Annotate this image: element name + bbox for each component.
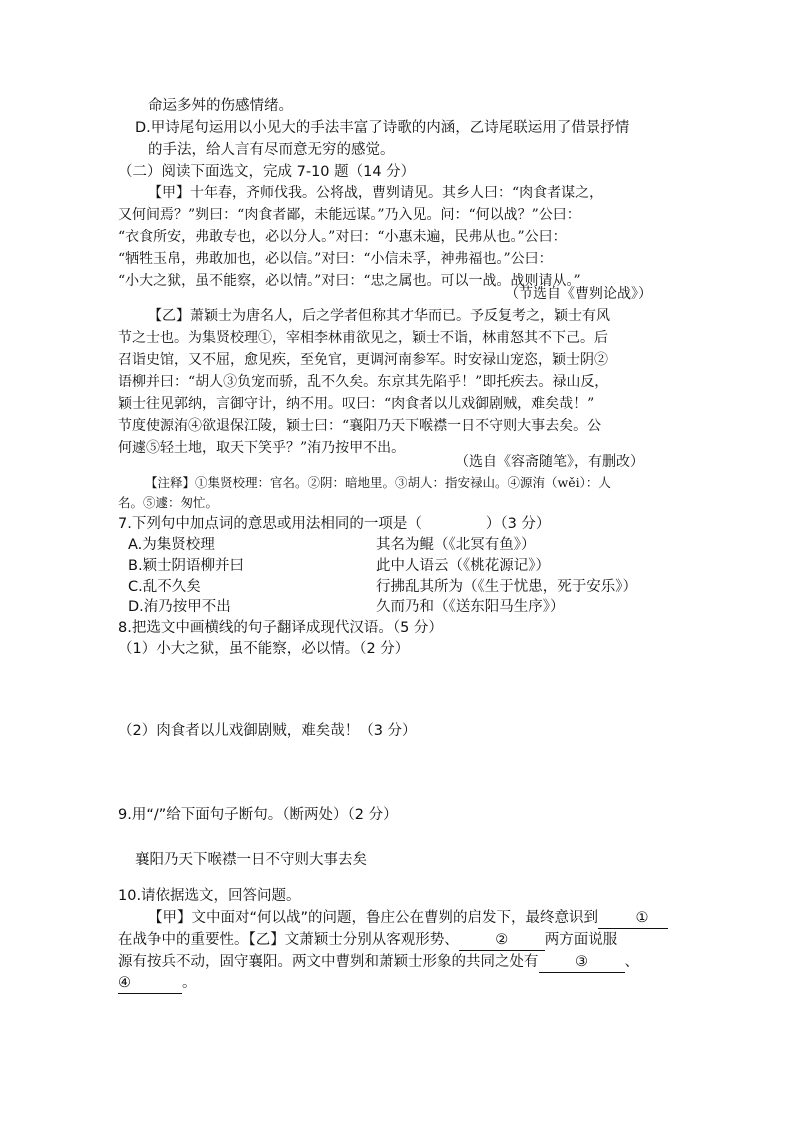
jia-source: （节选自《曹刿论战》） xyxy=(505,286,652,302)
section-heading: （二）阅读下面选文，完成 7-10 题（14 分） xyxy=(118,164,416,180)
yi-notes-1: 【注释】①集贤校理：官名。②阴：暗地里。③胡人：指安禄山。④源洧（wěi）：人 xyxy=(145,475,611,490)
q10-line-4 xyxy=(118,973,197,994)
q10-blank-2[interactable]: ② xyxy=(459,930,545,951)
q7-option-left: D.洧乃按甲不出 xyxy=(128,599,231,615)
yi-line: 何遽⑤轻土地，取天下笑乎？”洧乃按甲不出。 xyxy=(118,440,406,456)
q7-option-right: 此中人语云（《桃花源记》） xyxy=(376,558,550,574)
q8-answer-area-2[interactable] xyxy=(118,744,678,794)
yi-line: 节之士也。为集贤校理①，宰相李林甫欲见之，颖士不诣，林甫怒其不下己。后 xyxy=(118,330,608,346)
q10-line-3 xyxy=(118,952,639,973)
yi-line: 语柳并曰：“胡人③负宠而骄，乱不久矣。东京其先陷乎！”即托疾去。禄山反， xyxy=(118,374,609,390)
q8-sub1: （1）小大之狱，虽不能察，必以情。（2 分） xyxy=(118,641,410,657)
q8-sub2: （2）肉食者以儿戏御剧贼，难矣哉！（3 分） xyxy=(118,723,417,739)
q7-stem-a: 7.下列句中加点词的意思或用法相同的一项是（ xyxy=(118,516,422,532)
option-c-continuation: 命运多舛的伤感情绪。 xyxy=(148,98,293,114)
q9-sentence[interactable]: 襄阳乃天下喉襟一日不守则大事去矣 xyxy=(135,852,367,868)
q7-option-right: 久而乃和（《送东阳马生序》） xyxy=(376,599,565,615)
q7-stem xyxy=(118,514,550,534)
q10-text: 在战争中的重要性。【乙】文萧颖士分别从客观形势、 xyxy=(118,932,459,948)
q10-text: 。 xyxy=(182,975,197,991)
q7-option-left: A.为集贤校理 xyxy=(128,537,215,553)
q10-line-2 xyxy=(118,930,617,951)
q10-blank-3[interactable]: ③ xyxy=(539,952,625,973)
q8-answer-area-1[interactable] xyxy=(118,662,678,712)
q10-line-1 xyxy=(148,908,668,929)
yi-source: （选自《容斋随笔》，有删改） xyxy=(455,454,644,470)
jia-line: 【甲】十年春，齐师伐我。公将战，曹刿请见。其乡人曰：“肉食者谋之， xyxy=(148,185,604,201)
jia-line: “小大之狱，虽不能察，必以情。”对曰：“忠之属也。可以一战。战则请从。” xyxy=(118,273,581,289)
option-d-line-2: 的手法，给人言有尽而意无穷的感觉。 xyxy=(148,142,395,158)
q10-text: 、 xyxy=(624,954,639,970)
q10-text: 两方面说服 xyxy=(544,932,618,948)
q7-option-right: 其名为鲲（《北冥有鱼》） xyxy=(376,537,536,553)
q8-stem: 8.把选文中画横线的句子翻译成现代汉语。（5 分） xyxy=(118,620,443,636)
yi-line: 颖士往见郭纳，言御守计，纳不用。叹曰：“肉食者以儿戏御剧贼，难矣哉！” xyxy=(118,396,595,412)
q7-option-right: 行拂乱其所为（《生于忧患，死于安乐》） xyxy=(376,579,637,595)
jia-line: “牺牲玉帛，弗敢加也，必以信。”对曰：“小信未孚，神弗福也。”公曰： xyxy=(118,251,553,267)
q10-blank-4[interactable]: ④ xyxy=(118,973,182,994)
q7-option-left: C.乱不久矣 xyxy=(128,579,201,595)
q10-blank-1[interactable]: ① xyxy=(598,908,668,929)
q10-text: 源有按兵不动，固守襄阳。两文中曹刿和萧颖士形象的共同之处有 xyxy=(118,954,539,970)
yi-notes-2: 名。⑤遽：匆忙。 xyxy=(118,495,219,510)
yi-line: 召诣史馆，又不屈，愈见疾，至免官，更调河南参军。时安禄山宠恣，颖士阴② xyxy=(118,352,608,368)
q7-option-left: B.颖士阴语柳并曰 xyxy=(128,558,245,574)
q10-text: 【甲】文中面对“何以战”的问题，鲁庄公在曹刿的启发下，最终意识到 xyxy=(148,910,599,926)
q10-stem: 10.请依据选文，回答问题。 xyxy=(118,888,301,904)
q9-stem: 9.用“/”给下面句子断句。（断两处）（2 分） xyxy=(118,807,398,823)
option-d-line-1: D.甲诗尾句运用以小见大的手法丰富了诗歌的内涵，乙诗尾联运用了借景抒情 xyxy=(135,120,630,136)
yi-line: 节度使源洧④欲退保江陵，颖士曰：“襄阳乃天下喉襟一日不守则大事去矣。公 xyxy=(118,418,602,434)
jia-line: “衣食所安，弗敢专也，必以分人。”对曰：“小惠未遍，民弗从也。”公曰： xyxy=(118,229,567,245)
yi-line: 【乙】萧颖士为唐名人，后之学者但称其才华而已。予反复考之，颖士有风 xyxy=(148,308,610,324)
q7-stem-b: ）（3 分） xyxy=(485,516,551,532)
jia-line: 又何间焉？”刿曰：“肉食者鄙，未能远谋。”乃入见。问：“何以战？”公曰： xyxy=(118,207,581,223)
